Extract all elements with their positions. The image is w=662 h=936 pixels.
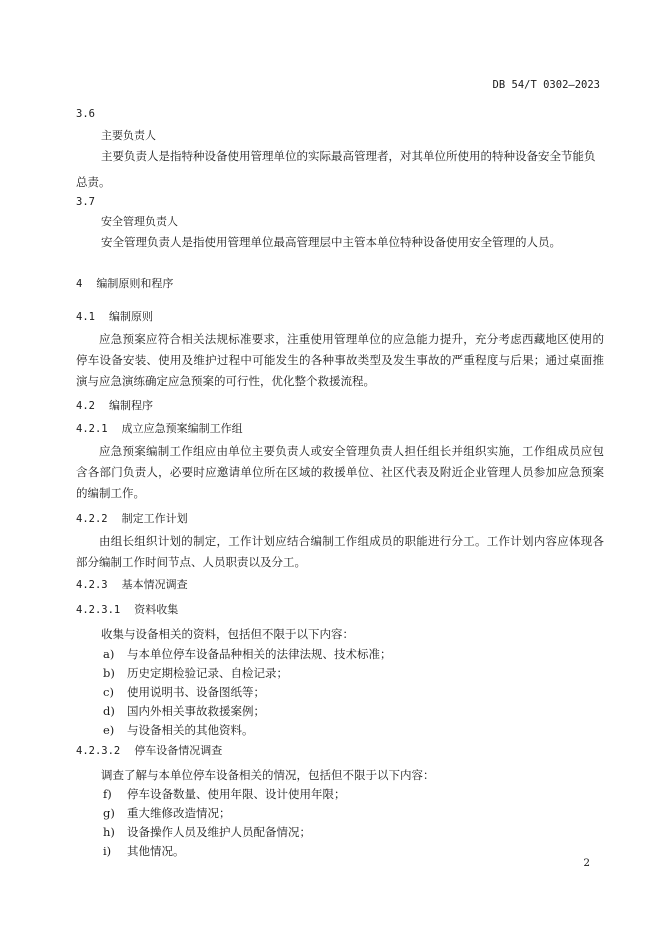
term-definition: 安全管理负责人是指使用管理单位最高管理层中主管本单位特种设备使用安全管理的人员。 <box>101 235 561 249</box>
document-code: DB 54/T 0302—2023 <box>492 79 600 91</box>
term-heading: 安全管理负责人 <box>101 215 178 228</box>
clause-title: 停车设备情况调查 <box>134 744 223 757</box>
subsection-heading <box>76 308 153 324</box>
list-item-label: d) <box>103 704 115 718</box>
term-heading: 主要负责人 <box>101 129 156 142</box>
list-item <box>103 805 231 821</box>
section-title: 编制原则和程序 <box>96 277 174 290</box>
list-item-text: 历史定期检验记录、自检记录； <box>127 666 288 680</box>
list-item-text: 停车设备数量、使用年限、设计使用年限； <box>127 787 346 801</box>
list-item-text: 重大维修改造情况； <box>127 806 231 820</box>
list-item <box>103 665 288 681</box>
subsection-title: 编制原则 <box>108 310 153 323</box>
list-item-label: e) <box>103 723 115 737</box>
list-item-label: h) <box>103 825 115 839</box>
subsection-heading <box>76 397 153 413</box>
body-paragraph: 应急预案应符合相关法规标准要求，注重使用管理单位的应急能力提升，充分考虑西藏地区使用的停车设备安装、使用及维护过程中可能发生的各种事故类型及发生事故的严重程度与后果；通过桌面推演与应急演练确定应急预案的可行性，优化整个救援流程。 <box>76 332 604 388</box>
term-definition-continued: 总责。 <box>76 175 111 189</box>
clause-heading <box>76 601 178 617</box>
clause-number: 4.2.2 <box>76 513 108 525</box>
list-item <box>103 824 311 840</box>
list-item-text: 国内外相关事故救援案例； <box>127 704 265 718</box>
subsection-number: 4.2 <box>76 400 95 412</box>
list-item-label: g) <box>103 806 115 820</box>
list-item <box>103 684 265 700</box>
clause-title: 制定工作计划 <box>121 512 188 525</box>
clause-title: 基本情况调查 <box>121 578 188 591</box>
list-item-label: a) <box>103 647 115 661</box>
list-item <box>103 722 254 738</box>
clause-number: 3.6 <box>76 108 95 120</box>
page-number: 2 <box>583 857 590 869</box>
list-item <box>103 843 185 859</box>
clause-number: 4.2.3 <box>76 579 108 591</box>
list-item <box>103 646 392 662</box>
list-item-label: f) <box>103 787 112 801</box>
list-item <box>103 703 265 719</box>
clause-heading <box>76 510 188 526</box>
list-item-label: b) <box>103 666 115 680</box>
list-item-text: 其他情况。 <box>127 844 185 858</box>
list-item <box>103 786 346 802</box>
clause-number: 4.2.3.2 <box>76 745 121 757</box>
body-paragraph: 应急预案编制工作组应由单位主要负责人或安全管理负责人担任组长并组织实施，工作组成员应包含各部门负责人，必要时应邀请单位所在区域的救援单位、社区代表及附近企业管理人员参加应急预案的编制工作。 <box>76 444 604 500</box>
list-item-label: i) <box>103 844 112 858</box>
clause-heading <box>76 742 222 758</box>
clause-number: 3.7 <box>76 196 95 208</box>
clause-number: 4.2.1 <box>76 423 108 435</box>
subsection-title: 编制程序 <box>108 399 153 412</box>
list-item-text: 与设备相关的其他资料。 <box>127 723 254 737</box>
clause-heading <box>76 420 243 436</box>
list-item-text: 与本单位停车设备品种相关的法律法规、技术标准； <box>127 647 392 661</box>
body-paragraph: 由组长组织计划的制定，工作计划应结合编制工作组成员的职能进行分工。工作计划内容应体现各部分编制工作时间节点、人员职责以及分工。 <box>76 534 604 569</box>
list-intro: 调查了解与本单位停车设备相关的情况，包括但不限于以下内容： <box>101 768 435 782</box>
list-item-label: c) <box>103 685 114 699</box>
subsection-number: 4.1 <box>76 311 95 323</box>
clause-title: 资料收集 <box>134 603 179 616</box>
clause-heading <box>76 576 188 592</box>
clause-title: 成立应急预案编制工作组 <box>121 422 243 435</box>
clause-number: 4.2.3.1 <box>76 604 121 616</box>
section-heading <box>76 275 173 291</box>
section-number: 4 <box>76 278 83 290</box>
list-intro: 收集与设备相关的资料，包括但不限于以下内容： <box>101 627 354 641</box>
term-definition: 主要负责人是指特种设备使用管理单位的实际最高管理者，对其单位所使用的特种设备安全节能负 <box>101 149 596 163</box>
list-item-text: 设备操作人员及维护人员配备情况； <box>127 825 311 839</box>
list-item-text: 使用说明书、设备图纸等； <box>127 685 265 699</box>
